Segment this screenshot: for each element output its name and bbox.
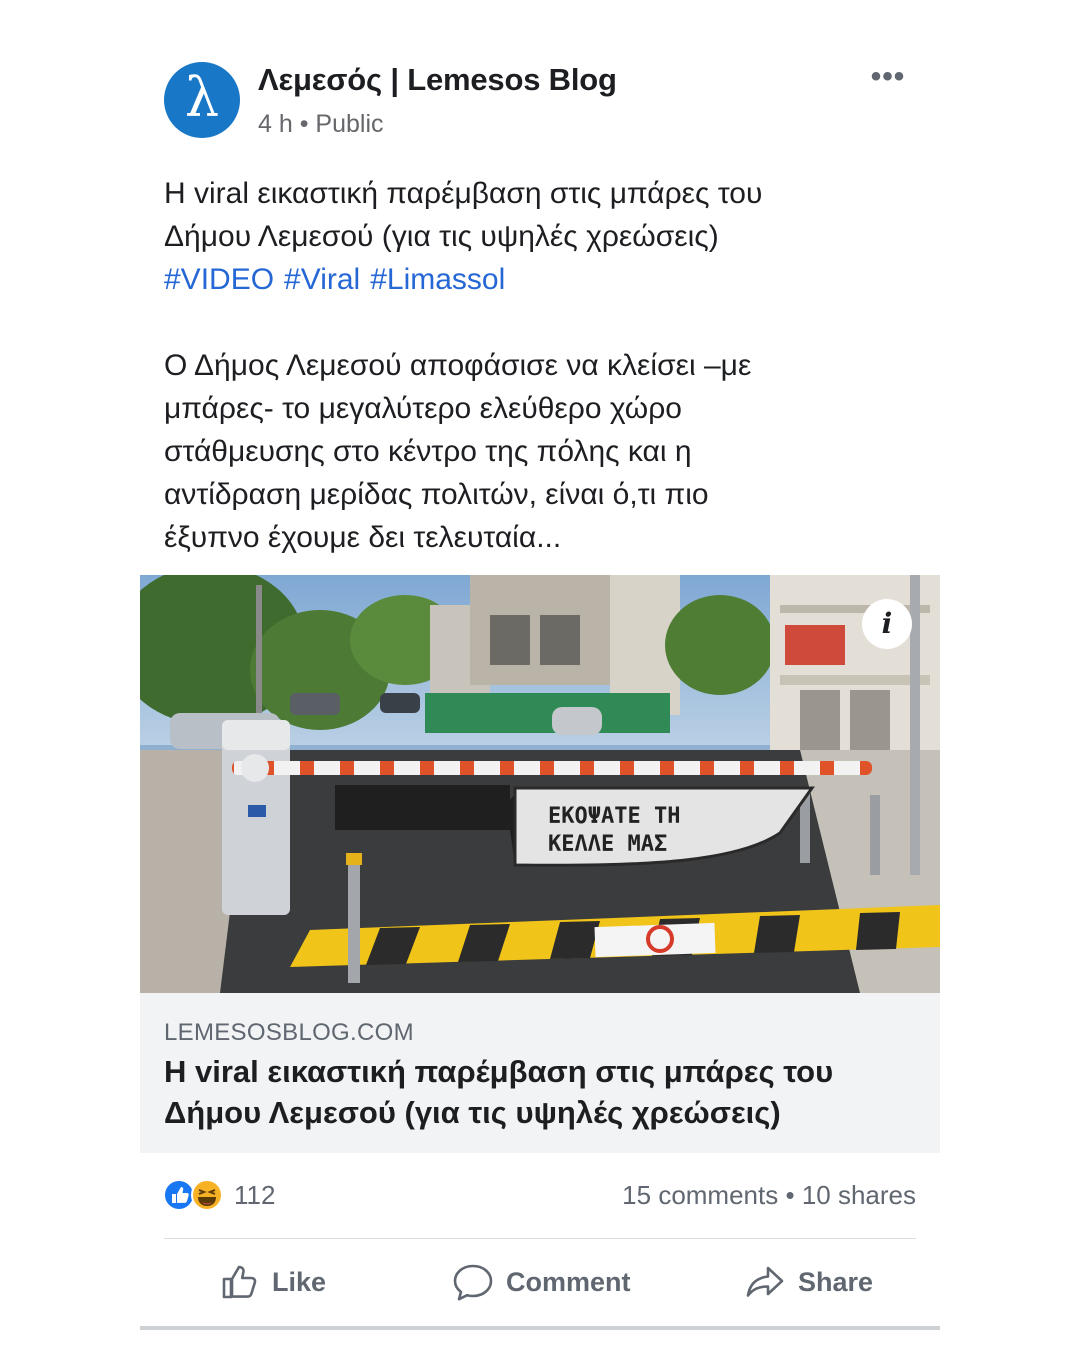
engagement-stats: [622, 1180, 916, 1211]
graffiti-text-line: ΕΚΟΨΑΤΕ ΤΗ: [548, 804, 681, 829]
comments-count-link[interactable]: 15 comments: [622, 1180, 779, 1210]
post-body-line: στάθμευσης στο κέντρο της πόλης και η: [164, 435, 692, 468]
reactions-row: [140, 1170, 940, 1220]
avatar-letter: λ: [184, 66, 220, 129]
share-button[interactable]: [744, 1252, 873, 1312]
street-scene-illustration: [140, 575, 940, 993]
actions-divider: [164, 1238, 916, 1239]
graffiti-text-line: ΚΕΛΛΕ ΜΑΣ: [548, 832, 668, 857]
post-time[interactable]: 4 h: [258, 110, 293, 138]
hashtag-link[interactable]: #VIDEO: [164, 263, 275, 296]
post-body-line: αντίδραση μερίδας πολιτών, είναι ό,τι πιο: [164, 478, 709, 511]
like-button[interactable]: [220, 1252, 326, 1312]
link-title-line: Δήμου Λεμεσού (για τις υψηλές χρεώσεις): [164, 1095, 781, 1130]
link-title-line: Η viral εικαστική παρέμβαση στις μπάρες του: [164, 1054, 834, 1089]
avatar[interactable]: [164, 62, 240, 138]
more-options-button[interactable]: •••: [870, 60, 906, 93]
thumbs-up-icon: [220, 1262, 260, 1302]
like-label: Like: [272, 1266, 327, 1297]
reaction-count[interactable]: 112: [234, 1180, 276, 1210]
share-arrow-icon: [744, 1262, 786, 1302]
hashtags: [164, 258, 515, 301]
post-meta: [258, 110, 384, 139]
post-title-line: Η viral εικαστική παρέμβαση στις μπάρες του: [164, 177, 763, 210]
post-body-line: μπάρες- το μεγαλύτερο ελεύθερο χώρο: [164, 392, 682, 425]
share-label: Share: [798, 1266, 874, 1297]
shares-count-link[interactable]: 10 shares: [801, 1180, 916, 1210]
post-title-line: Δήμου Λεμεσού (για τις υψηλές χρεώσεις): [164, 220, 719, 253]
post-body: [164, 344, 924, 559]
haha-reaction-icon: [192, 1180, 222, 1210]
like-reaction-icon: [164, 1180, 194, 1210]
page-name-link[interactable]: Λεμεσός | Lemesos Blog: [258, 62, 617, 97]
link-preview-card[interactable]: [140, 993, 940, 1153]
hashtag-link[interactable]: #Viral: [284, 263, 361, 296]
link-title: [164, 1051, 924, 1133]
info-button[interactable]: i: [862, 599, 912, 649]
meta-separator: •: [299, 110, 316, 138]
post-card: [140, 40, 940, 1332]
hashtag-link[interactable]: #Limassol: [370, 263, 506, 296]
post-body-line: Ο Δήμος Λεμεσού αποφάσισε να κλείσει –με: [164, 349, 752, 382]
post-body-line: έξυπνο έχουμε δει τελευταία...: [164, 521, 562, 554]
link-preview-image[interactable]: [140, 575, 940, 993]
card-bottom-border: [140, 1326, 940, 1330]
privacy-label: Public: [315, 110, 384, 138]
comment-button[interactable]: [452, 1252, 631, 1312]
link-domain: LEMESOSBLOG.COM: [164, 1019, 414, 1046]
comment-label: Comment: [506, 1266, 631, 1297]
reaction-icons[interactable]: [162, 1178, 232, 1212]
post-title: [164, 172, 924, 258]
comment-bubble-icon: [452, 1262, 494, 1302]
post-actions-bar: [140, 1252, 940, 1312]
stats-separator: •: [785, 1180, 802, 1210]
